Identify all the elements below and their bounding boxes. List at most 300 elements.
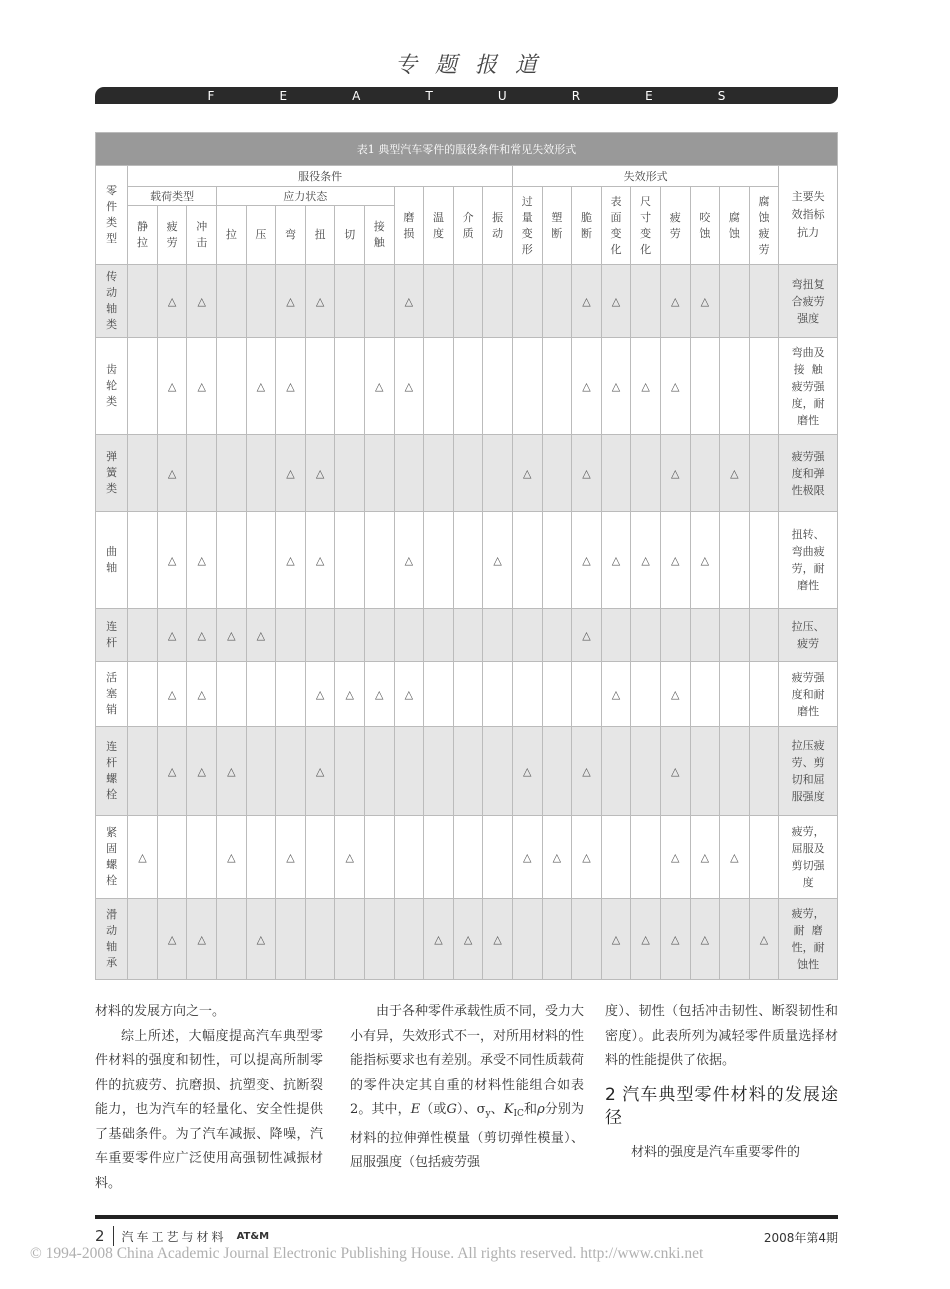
mark-cell	[394, 727, 424, 816]
subscript-y: y	[485, 1109, 491, 1119]
mark-cell	[187, 609, 217, 662]
metric-line: 磨性	[797, 704, 820, 718]
mark-cell	[453, 512, 483, 609]
paragraph: 材料的发展方向之一。	[95, 1004, 226, 1019]
header-stress-state: 应力状态	[217, 187, 395, 206]
mark-cell	[128, 265, 158, 338]
triangle-mark-icon: △	[197, 932, 206, 946]
mark-cell	[631, 816, 661, 899]
main-metric-cell	[779, 512, 838, 609]
triangle-mark-icon: △	[138, 850, 147, 864]
mark-cell	[749, 338, 779, 435]
metric-line: 度	[802, 876, 814, 889]
page-header-title: 专题报道	[394, 53, 555, 78]
vertical-label: 腐 蚀 疲 劳	[758, 194, 770, 256]
mark-cell	[572, 816, 602, 899]
triangle-mark-icon: △	[167, 294, 177, 308]
mark-cell	[512, 899, 542, 980]
vertical-label: 振 动	[492, 210, 504, 240]
mark-cell	[690, 727, 720, 816]
mark-cell	[749, 899, 779, 980]
triangle-mark-icon: △	[730, 466, 739, 480]
main-metric-cell	[779, 338, 838, 435]
column-header	[394, 187, 424, 265]
metric-line: 剪切强	[791, 859, 825, 872]
table-row	[96, 265, 838, 338]
mark-cell	[394, 435, 424, 512]
table-row	[96, 338, 838, 435]
metric-line: 度，耐	[791, 396, 825, 410]
mark-cell	[749, 816, 779, 899]
triangle-mark-icon: △	[670, 294, 680, 308]
mark-cell	[394, 662, 424, 727]
triangle-mark-icon: △	[582, 379, 591, 393]
mark-cell	[512, 609, 542, 662]
triangle-mark-icon: △	[463, 932, 473, 946]
mark-cell	[335, 265, 365, 338]
vertical-label: 紧 固 螺 栓	[106, 826, 118, 887]
triangle-mark-icon: △	[167, 764, 177, 778]
mark-cell	[631, 265, 661, 338]
features-banner	[95, 87, 838, 104]
symbol-G: G	[446, 1102, 457, 1117]
footer-rule	[95, 1215, 838, 1219]
mark-cell	[157, 609, 187, 662]
mark-cell	[276, 512, 306, 609]
column-header	[187, 206, 217, 265]
vertical-label: 拉	[225, 228, 237, 241]
mark-cell	[690, 662, 720, 727]
text-column-1	[95, 1000, 323, 1196]
vertical-label: 咬 蚀	[699, 210, 711, 240]
metric-line: 磨性	[797, 579, 820, 592]
mark-cell	[601, 609, 631, 662]
mark-cell	[187, 899, 217, 980]
triangle-mark-icon: △	[286, 294, 295, 308]
mark-cell	[157, 512, 187, 609]
features-letter: R	[571, 88, 581, 103]
vertical-label: 滑 动 轴 承	[106, 908, 118, 969]
triangle-mark-icon: △	[582, 850, 591, 864]
part-type-cell	[96, 338, 128, 435]
triangle-mark-icon: △	[404, 294, 414, 308]
metric-line: 疲劳强	[791, 379, 825, 393]
mark-cell	[276, 727, 306, 816]
column-header	[217, 206, 247, 265]
vertical-label: 表 面 变 化	[610, 194, 622, 256]
mark-cell	[305, 512, 335, 609]
triangle-mark-icon: △	[286, 850, 295, 864]
vertical-label: 曲 轴	[106, 545, 118, 574]
copyright-watermark: © 1994-2008 China Academic Journal Electronic Publishing House. All rights reserved. http://www.cnki.net	[30, 1245, 704, 1262]
mark-cell	[335, 662, 365, 727]
mark-cell	[128, 662, 158, 727]
triangle-mark-icon: △	[552, 850, 562, 864]
paragraph: 度）、韧性（包括冲击韧性、断裂韧性和密度）。此表所列为减轻零件质量选择材料的性能提供了依据。	[605, 1004, 838, 1068]
mark-cell	[335, 338, 365, 435]
vertical-label: 传 动 轴 类	[106, 270, 118, 331]
mark-cell	[217, 816, 247, 899]
mark-cell	[157, 662, 187, 727]
triangle-mark-icon: △	[167, 379, 177, 393]
mark-cell	[424, 609, 454, 662]
mark-cell	[453, 609, 483, 662]
mark-cell	[305, 609, 335, 662]
mark-cell	[246, 727, 276, 816]
metric-line: 劳、剪	[791, 756, 825, 769]
part-type-cell	[96, 435, 128, 512]
main-metric-cell	[779, 435, 838, 512]
mark-cell	[157, 435, 187, 512]
vertical-label: 静 拉	[137, 220, 149, 249]
metric-line: 耐 磨	[793, 924, 823, 937]
triangle-mark-icon: △	[582, 466, 591, 480]
triangle-mark-icon: △	[375, 379, 384, 393]
mark-cell	[335, 435, 365, 512]
mark-cell	[601, 435, 631, 512]
column-header	[364, 206, 394, 265]
mark-cell	[601, 338, 631, 435]
metric-line: 弯扭复	[791, 277, 825, 291]
mark-cell	[157, 338, 187, 435]
features-letter: F	[207, 88, 215, 103]
triangle-mark-icon: △	[286, 379, 295, 393]
mark-cell	[572, 512, 602, 609]
mark-cell	[542, 265, 572, 338]
mark-cell	[128, 727, 158, 816]
mark-cell	[424, 816, 454, 899]
mark-cell	[483, 338, 513, 435]
part-type-cell	[96, 899, 128, 980]
service-conditions-table	[95, 132, 838, 980]
header-service-conditions: 服役条件	[128, 166, 513, 187]
mark-cell	[660, 727, 690, 816]
column-header	[128, 206, 158, 265]
mark-cell	[542, 435, 572, 512]
mark-cell	[305, 727, 335, 816]
triangle-mark-icon: △	[197, 628, 206, 642]
triangle-mark-icon: △	[670, 379, 680, 393]
mark-cell	[187, 662, 217, 727]
mark-cell	[601, 816, 631, 899]
mark-cell	[187, 512, 217, 609]
mark-cell	[542, 899, 572, 980]
triangle-mark-icon: △	[582, 764, 591, 778]
mark-cell	[601, 265, 631, 338]
mark-cell	[660, 609, 690, 662]
metric-line: 屈服及	[791, 842, 825, 855]
mark-cell	[483, 265, 513, 338]
table-row	[96, 727, 838, 816]
table-row	[96, 609, 838, 662]
mark-cell	[424, 899, 454, 980]
triangle-mark-icon: △	[345, 850, 354, 864]
triangle-mark-icon: △	[197, 764, 206, 778]
triangle-mark-icon: △	[670, 932, 680, 946]
mark-cell	[690, 899, 720, 980]
mark-cell	[364, 265, 394, 338]
mark-cell	[246, 435, 276, 512]
triangle-mark-icon: △	[670, 553, 680, 567]
triangle-mark-icon: △	[256, 379, 266, 393]
mark-cell	[128, 512, 158, 609]
triangle-mark-icon: △	[227, 764, 236, 778]
triangle-mark-icon: △	[523, 764, 532, 778]
mark-cell	[217, 265, 247, 338]
mark-cell	[572, 265, 602, 338]
triangle-mark-icon: △	[611, 687, 621, 701]
triangle-mark-icon: △	[700, 294, 710, 308]
mark-cell	[128, 609, 158, 662]
column-header	[601, 187, 631, 265]
mark-cell	[276, 609, 306, 662]
triangle-mark-icon: △	[404, 687, 414, 701]
mark-cell	[453, 662, 483, 727]
mark-cell	[660, 662, 690, 727]
mark-cell	[660, 265, 690, 338]
features-letter: E	[279, 88, 288, 103]
part-type-cell	[96, 727, 128, 816]
mark-cell	[394, 899, 424, 980]
mark-cell	[305, 338, 335, 435]
mark-cell	[187, 338, 217, 435]
features-letter: T	[425, 88, 433, 103]
mark-cell	[720, 609, 750, 662]
mark-cell	[512, 662, 542, 727]
footer-journal	[95, 1225, 269, 1247]
mark-cell	[601, 662, 631, 727]
metric-line: 劳，耐	[791, 562, 825, 575]
mark-cell	[572, 338, 602, 435]
paragraph: 由于各种零件承载性质不同，受力大小有异，失效形式不一，对所用材料的性能指标要求也有差别。承受不同性质载荷的零件决定其自重的材料性能组合如表2。其中，E（或G）、$\sigma_y$、$K_{IC}$和ρ分别为材料的拉伸弹性模量（剪切弹性模量）、屈服强度（包括疲劳强	[350, 1004, 585, 1170]
mark-cell	[128, 435, 158, 512]
mark-cell	[572, 899, 602, 980]
mark-cell	[364, 435, 394, 512]
part-type-cell	[96, 662, 128, 727]
header-part-type	[96, 166, 128, 265]
mark-cell	[720, 662, 750, 727]
vertical-label: 齿 轮 类	[106, 363, 118, 408]
mark-cell	[572, 609, 602, 662]
mark-cell	[572, 727, 602, 816]
mark-cell	[542, 609, 572, 662]
part-type-cell	[96, 265, 128, 338]
mark-cell	[720, 265, 750, 338]
mark-cell	[572, 435, 602, 512]
vertical-label: 冲 击	[196, 220, 208, 249]
mark-cell	[157, 899, 187, 980]
metric-line: 度和弹	[791, 466, 825, 480]
mark-cell	[187, 435, 217, 512]
triangle-mark-icon: △	[167, 466, 177, 480]
mark-cell	[453, 435, 483, 512]
mark-cell	[424, 512, 454, 609]
mark-cell	[631, 727, 661, 816]
features-letter: U	[497, 88, 507, 103]
subscript-ic: IC	[513, 1109, 524, 1119]
metric-line: 拉压、	[791, 620, 825, 633]
mark-cell	[364, 662, 394, 727]
mark-cell	[246, 899, 276, 980]
metric-line: 性极限	[791, 483, 825, 497]
vertical-label: 疲 劳	[166, 220, 178, 249]
mark-cell	[217, 435, 247, 512]
triangle-mark-icon: △	[611, 294, 621, 308]
mark-cell	[335, 512, 365, 609]
triangle-mark-icon: △	[315, 466, 325, 480]
triangle-mark-icon: △	[315, 294, 325, 308]
metric-line: 疲劳，	[791, 825, 825, 838]
mark-cell	[424, 662, 454, 727]
mark-cell	[631, 512, 661, 609]
mark-cell	[720, 899, 750, 980]
mark-cell	[335, 816, 365, 899]
mark-cell	[512, 727, 542, 816]
column-header	[305, 206, 335, 265]
mark-cell	[542, 662, 572, 727]
mark-cell	[720, 512, 750, 609]
mark-cell	[720, 816, 750, 899]
mark-cell	[276, 899, 306, 980]
mark-cell	[276, 338, 306, 435]
part-type-cell	[96, 609, 128, 662]
vertical-label: 切	[344, 228, 356, 241]
mark-cell	[157, 265, 187, 338]
triangle-mark-icon: △	[315, 553, 325, 567]
table-row	[96, 512, 838, 609]
mark-cell	[217, 512, 247, 609]
header-main-metric-text: 主要失 效指标 抗力	[791, 190, 825, 239]
features-letter: E	[645, 88, 653, 103]
vertical-label: 尺 寸 变 化	[640, 194, 652, 256]
symbol-E: E	[410, 1102, 421, 1117]
vertical-label: 压	[255, 228, 267, 241]
mark-cell	[660, 435, 690, 512]
main-metric-cell	[779, 662, 838, 727]
vertical-label: 扭	[314, 228, 326, 241]
mark-cell	[483, 435, 513, 512]
mark-cell	[660, 816, 690, 899]
triangle-mark-icon: △	[493, 932, 502, 946]
metric-line: 弯曲疲	[791, 545, 825, 558]
mark-cell	[690, 265, 720, 338]
metric-line: 强度	[797, 311, 820, 325]
vertical-label: 弯	[285, 228, 296, 241]
vertical-label: 活 塞 销	[106, 671, 118, 716]
metric-line: 性，耐	[791, 941, 825, 954]
mark-cell	[631, 899, 661, 980]
triangle-mark-icon: △	[375, 687, 384, 701]
vertical-label: 连 杆 螺 栓	[106, 740, 118, 801]
mark-cell	[276, 265, 306, 338]
mark-cell	[246, 338, 276, 435]
features-letter: A	[352, 88, 361, 103]
mark-cell	[305, 899, 335, 980]
vertical-label: 塑 断	[551, 210, 563, 240]
metric-line: 切和屈	[791, 773, 825, 786]
vertical-label: 温 度	[432, 210, 444, 240]
column-header	[424, 187, 454, 265]
triangle-mark-icon: △	[670, 764, 680, 778]
mark-cell	[187, 727, 217, 816]
mark-cell	[246, 609, 276, 662]
mark-cell	[305, 435, 335, 512]
triangle-mark-icon: △	[523, 850, 532, 864]
mark-cell	[631, 435, 661, 512]
main-metric-cell	[779, 727, 838, 816]
triangle-mark-icon: △	[345, 687, 354, 701]
mark-cell	[749, 609, 779, 662]
mark-cell	[276, 435, 306, 512]
triangle-mark-icon: △	[700, 932, 710, 946]
triangle-mark-icon: △	[167, 932, 177, 946]
metric-line: 疲劳，	[791, 907, 825, 920]
triangle-mark-icon: △	[315, 764, 325, 778]
mark-cell	[217, 338, 247, 435]
mark-cell	[453, 727, 483, 816]
mark-cell	[749, 727, 779, 816]
mark-cell	[424, 338, 454, 435]
mark-cell	[690, 338, 720, 435]
triangle-mark-icon: △	[286, 466, 295, 480]
mark-cell	[424, 435, 454, 512]
triangle-mark-icon: △	[611, 932, 621, 946]
column-header	[276, 206, 306, 265]
main-metric-cell	[779, 816, 838, 899]
paragraph: 综上所述，大幅度提高汽车典型零件材料的强度和韧性，可以提高所制零件的抗疲劳、抗磨损、抗塑变、抗断裂能力，也为汽车的轻量化、安全性提供了基础条件。为了汽车减振、降噪，汽车重要零件应广泛使用高强韧性减振材料。	[95, 1028, 323, 1191]
metric-line: 弯曲及	[791, 345, 825, 359]
mark-cell	[749, 662, 779, 727]
mark-cell	[749, 265, 779, 338]
mark-cell	[483, 727, 513, 816]
mark-cell	[631, 338, 661, 435]
text-column-2	[350, 1000, 584, 1176]
journal-abbreviation: AT&M	[236, 1230, 270, 1242]
triangle-mark-icon: △	[641, 379, 650, 393]
column-header	[542, 187, 572, 265]
paragraph: 材料的强度是汽车重要零件的	[631, 1144, 801, 1160]
triangle-mark-icon: △	[227, 628, 236, 642]
triangle-mark-icon: △	[315, 687, 325, 701]
triangle-mark-icon: △	[197, 294, 206, 308]
mark-cell	[542, 338, 572, 435]
mark-cell	[364, 727, 394, 816]
metric-line: 蚀性	[797, 958, 820, 971]
vertical-label: 接 触	[373, 220, 385, 249]
vertical-label: 脆 断	[580, 210, 592, 240]
mark-cell	[128, 899, 158, 980]
table-row	[96, 435, 838, 512]
metric-line: 疲劳强	[791, 670, 825, 684]
mark-cell	[631, 609, 661, 662]
mark-cell	[542, 727, 572, 816]
mark-cell	[157, 727, 187, 816]
mark-cell	[187, 816, 217, 899]
mark-cell	[542, 512, 572, 609]
mark-cell	[364, 512, 394, 609]
mark-cell	[246, 265, 276, 338]
triangle-mark-icon: △	[197, 553, 206, 567]
mark-cell	[631, 662, 661, 727]
main-metric-cell	[779, 609, 838, 662]
metric-line: 疲劳强	[791, 449, 825, 463]
mark-cell	[128, 816, 158, 899]
mark-cell	[483, 512, 513, 609]
triangle-mark-icon: △	[197, 379, 206, 393]
triangle-mark-icon: △	[611, 379, 621, 393]
metric-line: 度和耐	[791, 687, 825, 701]
journal-name: 汽车工艺与材料	[121, 1229, 227, 1244]
